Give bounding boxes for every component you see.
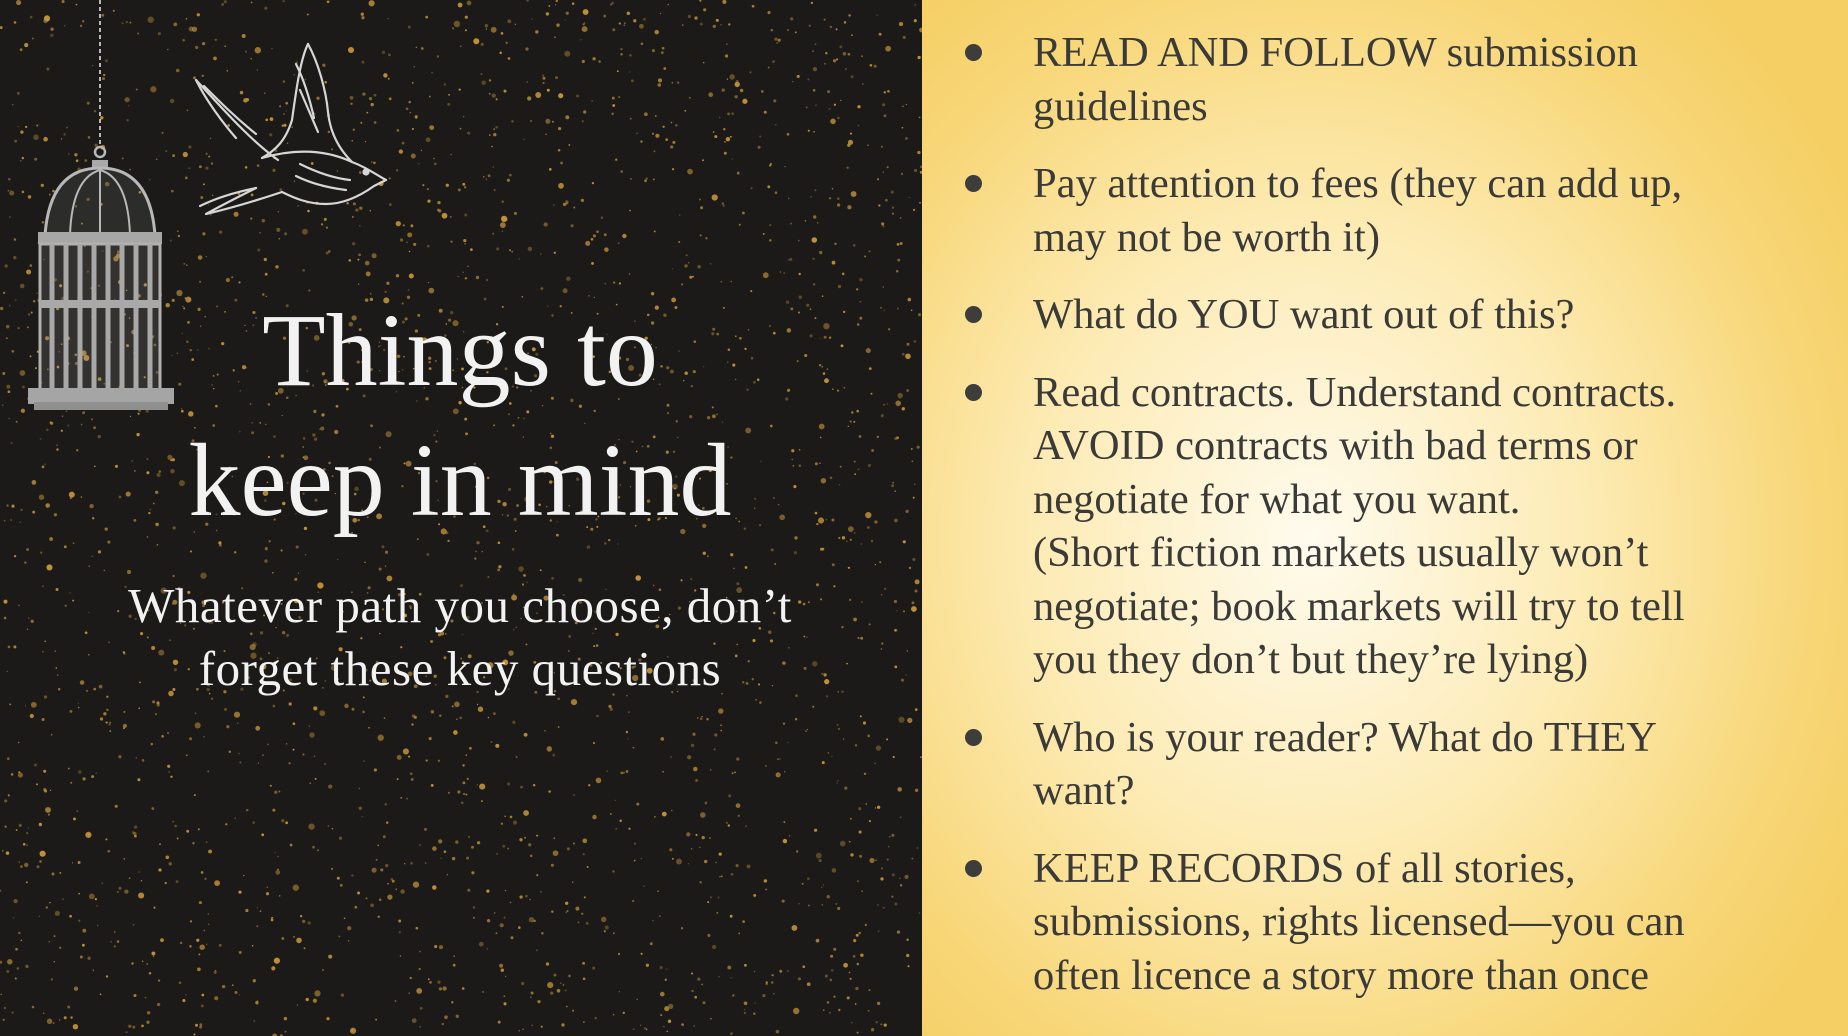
bullet-item xyxy=(922,711,1848,818)
bullet-text: KEEP RECORDS of all stories, submissions, rights licensed—you can often licence a story more than once xyxy=(1033,844,1685,999)
left-panel xyxy=(0,0,922,1036)
bullet-text: Pay attention to fees (they can add up, may not be worth it) xyxy=(1033,160,1683,261)
bullet-dot-icon xyxy=(965,44,982,61)
bullet-item xyxy=(922,366,1848,687)
slide-title xyxy=(100,286,820,546)
bullet-text: Read contracts. Understand contracts. AVOID contracts with bad terms or negotiate for what you want. (Short fiction markets usually won’t negotiate; book markets will try to tell you they don’t but they’re lying) xyxy=(1033,368,1685,683)
bullet-text: Who is your reader? What do THEY want? xyxy=(1033,713,1657,814)
slide-subtitle xyxy=(50,574,870,700)
bullet-item xyxy=(922,26,1848,133)
bullet-dot-icon xyxy=(965,175,982,192)
right-panel xyxy=(922,0,1848,1036)
bullet-item xyxy=(922,288,1848,342)
slide-subtitle-line-2: forget these key questions xyxy=(198,641,722,696)
bullet-text: READ AND FOLLOW submission guidelines xyxy=(1033,29,1638,130)
slide-title-line-2: keep in mind xyxy=(188,423,732,538)
bullet-dot-icon xyxy=(965,729,982,746)
slide-subtitle-line-1: Whatever path you choose, don’t xyxy=(128,578,792,633)
bullet-text: What do YOU want out of this? xyxy=(1033,291,1575,338)
bullet-list xyxy=(922,26,1848,1026)
bullet-dot-icon xyxy=(965,384,982,401)
slide-title-line-1: Things to xyxy=(262,293,658,408)
bullet-dot-icon xyxy=(965,306,982,323)
bullet-dot-icon xyxy=(965,860,982,877)
bullet-item xyxy=(922,842,1848,1003)
swallow-bird-icon xyxy=(196,44,386,214)
bullet-item xyxy=(922,157,1848,264)
